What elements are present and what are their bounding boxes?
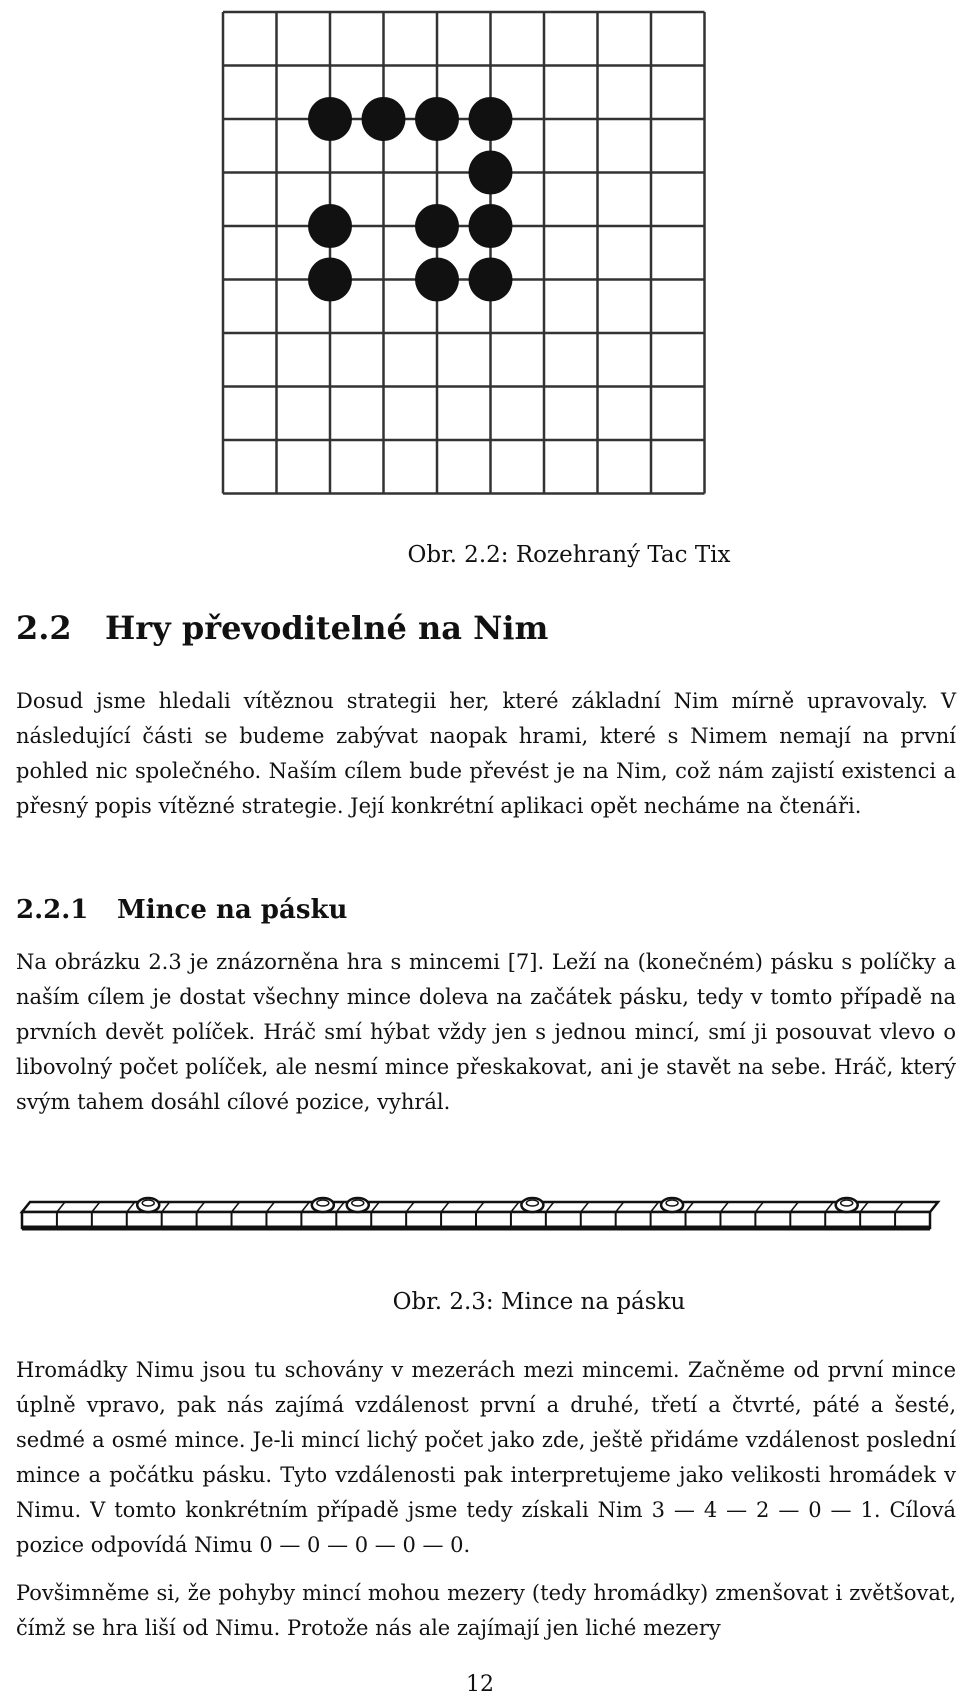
paragraph-coin-rules: Na obrázku 2.3 je znázorněna hra s mincemi [7]. Leží na (konečném) pásku s políčky a naším cílem je dostat všechny mince doleva na začátek pásku, tedy v tomto případě na prvních devět políček. Hráč smí hýbat vždy jen s jednou mincí, smí ji posouvat vlevo o libovolný počet políček, ale nesmí mince přeskakovat, ani je stavět na sebe. Hráč, který svým tahem dosáhl cílové pozice, vyhrál. <box>16 950 956 1114</box>
board-stone <box>362 97 406 141</box>
subsection-heading <box>16 893 347 927</box>
tactix-board <box>221 10 741 500</box>
paragraph-nim-mapping: Hromádky Nimu jsou tu schovány v mezerách mezi mincemi. Začněme od první mince úplně vpravo, pak nás zajímá vzdálenost první a druhé, třetí a čtvrté, páté a šesté, sedmé a osmé mince. Je-li mincí lichý počet jako zde, ještě přidáme vzdálenost poslední mince a počátku pásku. Tyto vzdálenosti pak interpretujeme jako velikosti hromádek v Nimu. V tomto konkrétním případě jsme tedy získali Nim 3 — 4 — 2 — 0 — 1. Cílová pozice odpovídá Nimu 0 — 0 — 0 — 0 — 0. <box>16 1358 956 1557</box>
board-stone <box>415 97 459 141</box>
board-stone <box>308 204 352 248</box>
board-stone <box>415 204 459 248</box>
subsection-number: 2.2.1 <box>16 895 89 925</box>
board-stone <box>308 258 352 302</box>
section-heading <box>16 608 548 648</box>
figure-caption-tape: Obr. 2.3: Mince na pásku <box>392 1289 686 1315</box>
board-stone <box>469 258 513 302</box>
paragraph-observation: Povšimněme si, že pohyby mincí mohou mezery (tedy hromádky) zmenšovat i zvětšovat, čímž se hra liší od Nimu. Protože nás ale zajímají jen liché mezery <box>16 1581 956 1640</box>
board-stones <box>308 97 513 302</box>
board-stone <box>469 204 513 248</box>
coin-tape <box>16 1188 946 1248</box>
board-stone <box>308 97 352 141</box>
board-grid <box>223 12 705 494</box>
section-number: 2.2 <box>16 609 72 647</box>
paragraph-intro: Dosud jsme hledali vítěznou strategii her, které základní Nim mírně upravovaly. V následující části se budeme zabývat naopak hrami, které s Nimem nemají na první pohled nic společného. Naším cílem bude převést je na Nim, což nám zajistí existenci a přesný popis vítězné strategie. Její konkrétní aplikaci opět necháme na čtenáři. <box>16 689 956 818</box>
board-stone <box>415 258 459 302</box>
page-number: 12 <box>466 1672 494 1697</box>
subsection-title: Mince na pásku <box>117 895 348 925</box>
section-title: Hry převoditelné na Nim <box>105 609 549 647</box>
board-stone <box>469 97 513 141</box>
board-stone <box>469 151 513 195</box>
figure-caption-tactix: Obr. 2.2: Rozehraný Tac Tix <box>407 542 731 568</box>
